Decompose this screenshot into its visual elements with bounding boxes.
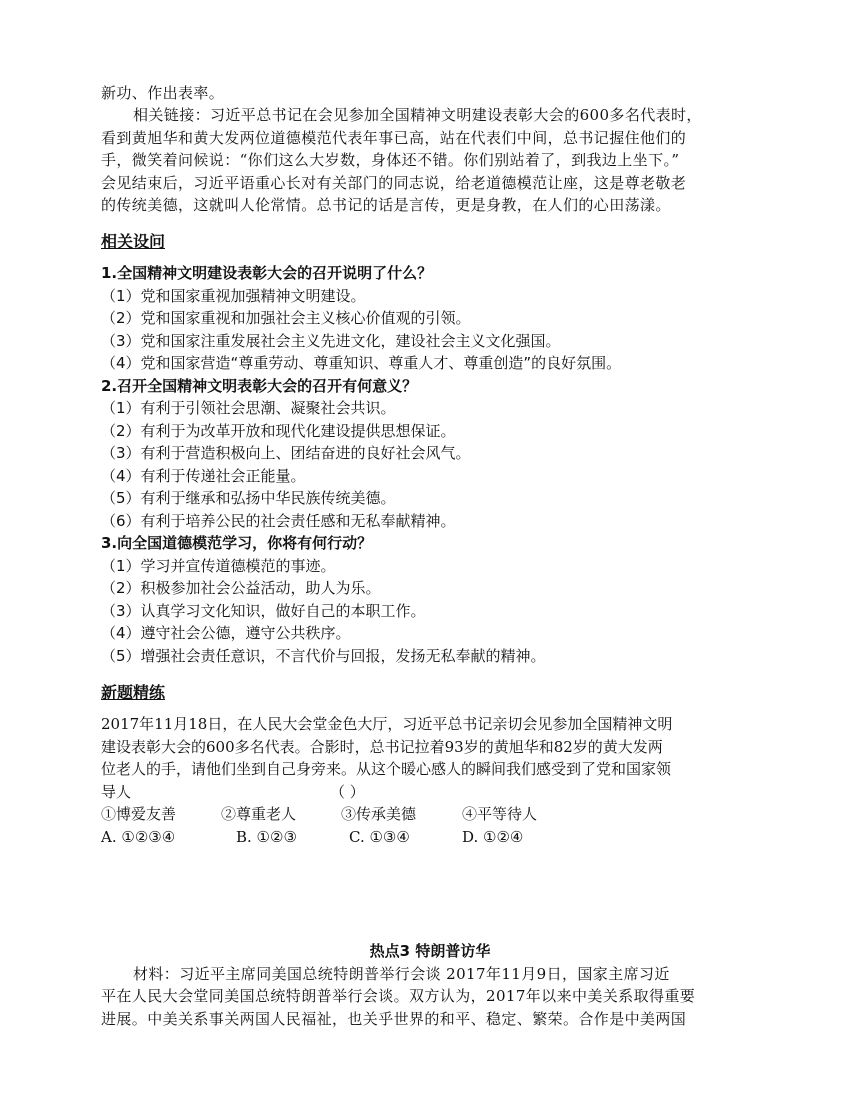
q2-answer-3: （3）有利于营造积极向上、团结奋进的良好社会风气。 (101, 444, 471, 462)
choice-c: C. ①③④ (349, 828, 410, 846)
intro-line-1: 相关链接：习近平总书记在会见参加全国精神文明建设表彰大会的600多名代表时， (133, 106, 702, 124)
intro-line-5: 的传统美德，这就叫人伦常情。总书记的话是言传，更是身教，在人们的心田荡漾。 (101, 196, 671, 214)
option-2: ②尊重老人 (221, 805, 297, 823)
section-heading-related-questions: 相关设问 (101, 232, 166, 251)
option-3: ③传承美德 (341, 805, 417, 823)
option-1: ①博爱友善 (101, 805, 177, 823)
q3-answer-3: （3）认真学习文化知识，做好自己的本职工作。 (101, 602, 426, 620)
option-4: ④平等待人 (462, 805, 538, 823)
q3-answer-4: （4）遵守社会公德，遵守公共秩序。 (101, 624, 351, 642)
practice-line-3: 位老人的手，请他们坐到自己身旁来。从这个暖心感人的瞬间我们感受到了党和国家领 (101, 760, 672, 778)
q1-answer-3: （3）党和国家注重发展社会主义先进文化，建设社会主义文化强国。 (101, 332, 561, 350)
choice-d: D. ①②④ (462, 828, 524, 846)
question-1: 1.全国精神文明建设表彰大会的召开说明了什么？ (101, 264, 433, 282)
practice-line-2: 建设表彰大会的600多名代表。合影时，总书记拉着93岁的黄旭华和82岁的黄大发两 (101, 738, 663, 756)
q1-answer-2: （2）党和国家重视和加强社会主义核心价值观的引领。 (101, 309, 471, 327)
question-2: 2.召开全国精神文明表彰大会的召开有何意义？ (101, 377, 418, 395)
section-heading-new-practice: 新题精练 (101, 683, 166, 702)
q2-answer-2: （2）有利于为改革开放和现代化建设提供思想保证。 (101, 422, 456, 440)
hotspot-title: 热点3 特朗普访华 (369, 942, 491, 960)
intro-line-4: 会见结束后，习近平语重心长对有关部门的同志说，给老道德模范让座，这是尊老敬老 (101, 174, 687, 192)
material-line-1: 材料：习近平主席同美国总统特朗普举行会谈 2017年11月9日，国家主席习近 (133, 965, 670, 983)
q3-answer-1: （1）学习并宣传道德模范的事迹。 (101, 557, 336, 575)
intro-line-2: 看到黄旭华和黄大发两位道德模范代表年事已高，站在代表们中间，总书记握住他们的 (101, 129, 687, 147)
material-line-2: 平在人民大会堂同美国总统特朗普举行会谈。双方认为，2017年以来中美关系取得重要 (101, 987, 696, 1005)
q2-answer-5: （5）有利于继承和弘扬中华民族传统美德。 (101, 489, 396, 507)
q1-answer-4: （4）党和国家营造“尊重劳动、尊重知识、尊重人才、尊重创造”的良好氛围。 (101, 354, 622, 372)
q1-answer-1: （1）党和国家重视加强精神文明建设。 (101, 287, 366, 305)
answer-blank: （ ） (330, 783, 365, 801)
intro-line-0: 新功、作出表率。 (101, 84, 225, 102)
intro-line-3: 手，微笑着问候说：“你们这么大岁数，身体还不错。你们别站着了，到我边上坐下。” (101, 151, 680, 169)
q2-answer-1: （1）有利于引领社会思潮、凝聚社会共识。 (101, 399, 396, 417)
question-3: 3.向全国道德模范学习，你将有何行动？ (101, 534, 373, 552)
q3-answer-5: （5）增强社会责任意识，不言代价与回报，发扬无私奉献的精神。 (101, 647, 546, 665)
material-line-3: 进展。中美关系事关两国人民福祉，也关乎世界的和平、稳定、繁荣。合作是中美两国 (101, 1010, 687, 1028)
practice-line-4: 导人 (101, 783, 132, 801)
choice-b: B. ①②③ (236, 828, 297, 846)
choice-a: A. ①②③④ (101, 828, 176, 846)
q3-answer-2: （2）积极参加社会公益活动，助人为乐。 (101, 579, 381, 597)
practice-line-1: 2017年11月18日，在人民大会堂金色大厅，习近平总书记亲切会见参加全国精神文明 (101, 715, 673, 733)
q2-answer-4: （4）有利于传递社会正能量。 (101, 467, 306, 485)
q2-answer-6: （6）有利于培养公民的社会责任感和无私奉献精神。 (101, 512, 456, 530)
